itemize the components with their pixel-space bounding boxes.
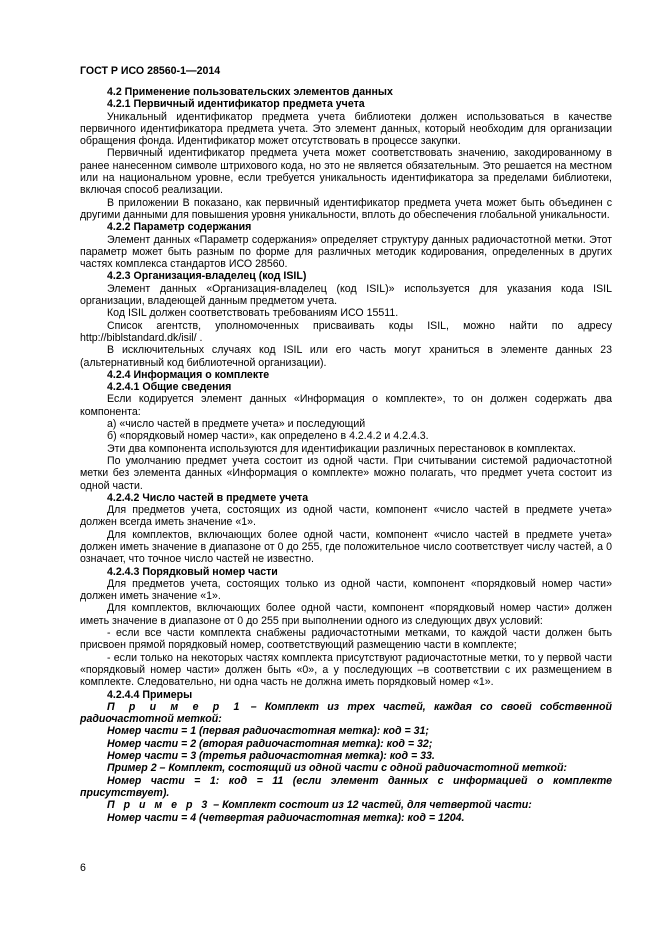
document-header: ГОСТ Р ИСО 28560-1—2014 (80, 65, 221, 77)
section-heading: 4.2.4.4 Примеры (107, 688, 193, 701)
section-heading: 4.2.4.2 Число частей в предмете учета (107, 491, 309, 504)
example-line: Номер части = 1: код = 11 (если элемент данных с информацией о комплекте присутствует). (80, 774, 612, 799)
list-item: - если только на некоторых частях комплекта присутствуют радиочастотные метки, то у первой части «порядковый номер части» должен быть «0», а у последующих –в соответствии с их размещением в комплекте. Следовательно, ни одна часть не должна иметь порядковый номер «1». (80, 651, 612, 689)
section-heading: 4.2.4.3 Порядковый номер части (107, 565, 278, 578)
paragraph: Для предметов учета, состоящих из одной части, компонент «число частей в предмете учета» должен всегда иметь значение «1». (80, 504, 612, 529)
section-heading: 4.2.4 Информация о комплекте (107, 368, 270, 381)
paragraph: Для предметов учета, состоящих только из одной части, компонент «порядковый номер части» должен иметь значение «1». (80, 577, 612, 603)
list-item: - если все части комплекта снабжены радиочастотными метками, то каждой части должен быть присвоен прямой порядковый номер, соответствующий размещению части в комплекте; (80, 627, 612, 652)
paragraph: Если кодируется элемент данных «Информация о комплекте», то он должен содержать два компонента: (80, 393, 612, 418)
paragraph: Список агентств, уполномоченных присваивать коды ISIL, можно найти по адресу http://biblstandard.dk/isil/ . (80, 319, 612, 344)
list-item: б) «порядковый номер части», как определено в 4.2.4.2 и 4.2.4.3. (107, 430, 429, 443)
list-item: а) «число частей в предмете учета» и последующий (107, 418, 366, 431)
example-label: П р и м е р 1 (107, 700, 243, 713)
page-number: 6 (80, 862, 86, 874)
paragraph: Для комплектов, включающих более одной части, компонент «порядковый номер части» должен иметь значение в диапазоне от 0 до 255 при выполнении одного из следующих двух условий: (80, 602, 612, 627)
paragraph: Элемент данных «Параметр содержания» определяет структуру данных радиочастотной метки. Этот параметр может быть разным по форме для различных методик кодирования, определенных в других частях комплекса стандартов ИСО 28560. (80, 233, 612, 271)
example-line: Пример 2 – Комплект, состоящий из одной части с одной радиочастотной меткой: (107, 762, 567, 775)
paragraph: По умолчанию предмет учета состоит из одной части. При считывании системой радиочастотной метки без элемента данных «Информация о комплекте» можно полагать, что предмет учета состоит из одной части. (80, 454, 612, 492)
document-body (80, 86, 612, 824)
paragraph: Код ISIL должен соответствовать требованиям ИСО 15511. (107, 307, 399, 320)
section-heading: 4.2.1 Первичный идентификатор предмета учета (107, 98, 365, 111)
section-heading: 4.2 Применение пользовательских элементов данных (107, 86, 393, 98)
example-label: П р и м е р 3 (107, 799, 211, 812)
section-heading: 4.2.2 Параметр содержания (107, 221, 252, 234)
paragraph: Эти два компонента используются для идентификации различных перестановок в комплектах. (107, 442, 576, 455)
example-text: – Комплект из трех частей, каждая со своей собственной радиочастотной меткой: (80, 700, 612, 726)
paragraph: Для комплектов, включающих более одной части, компонент «число частей в предмете учета» должен иметь значение в диапазоне от 0 до 255, где положительное число соответствует числу частей, а 0 означает, что точное число частей не известно. (80, 528, 612, 566)
example-line (80, 701, 612, 726)
example-line (80, 799, 612, 811)
section-heading: 4.2.3 Организация-владелец (код ISIL) (107, 270, 307, 283)
example-line: Номер части = 2 (вторая радиочастотная метка): код = 32; (107, 737, 433, 750)
paragraph: В приложении В показано, как первичный идентификатор предмета учета может быть объединен с другими данными для повышения уровня уникальности, вплоть до обеспечения глобальной уникальности. (80, 196, 612, 221)
paragraph: Первичный идентификатор предмета учета может соответствовать значению, закодированному в ранее нанесенном символе штрихового кода, но это не является обязательным. Это решается на местном или на национальном уровне, если требуется уникальность идентификатора за пределами библиотеки, включая способ реализации. (80, 147, 612, 197)
paragraph: В исключительных случаях код ISIL или его часть могут храниться в элементе данных 23 (альтернативный код библиотечной организации). (80, 344, 612, 369)
paragraph: Уникальный идентификатор предмета учета библиотеки должен использоваться в качестве первичного идентификатора предмета учета. Это элемент данных, который необходим для организации обращения фонда. Идентификатор может отсутствовать в процессе закупки. (80, 110, 612, 148)
example-line: Номер части = 3 (третья радиочастотная метка): код = 33. (107, 750, 435, 763)
example-line: Номер части = 1 (первая радиочастотная метка): код = 31; (107, 725, 429, 738)
paragraph: Элемент данных «Организация-владелец (код ISIL)» используется для указания кода ISIL организации, владеющей данным предметом учета. (80, 282, 612, 308)
example-text: – Комплект состоит из 12 частей, для четвертой части: (210, 799, 532, 812)
example-line: Номер части = 4 (четвертая радиочастотная метка): код = 1204. (107, 811, 465, 824)
section-heading: 4.2.4.1 Общие сведения (107, 381, 232, 394)
